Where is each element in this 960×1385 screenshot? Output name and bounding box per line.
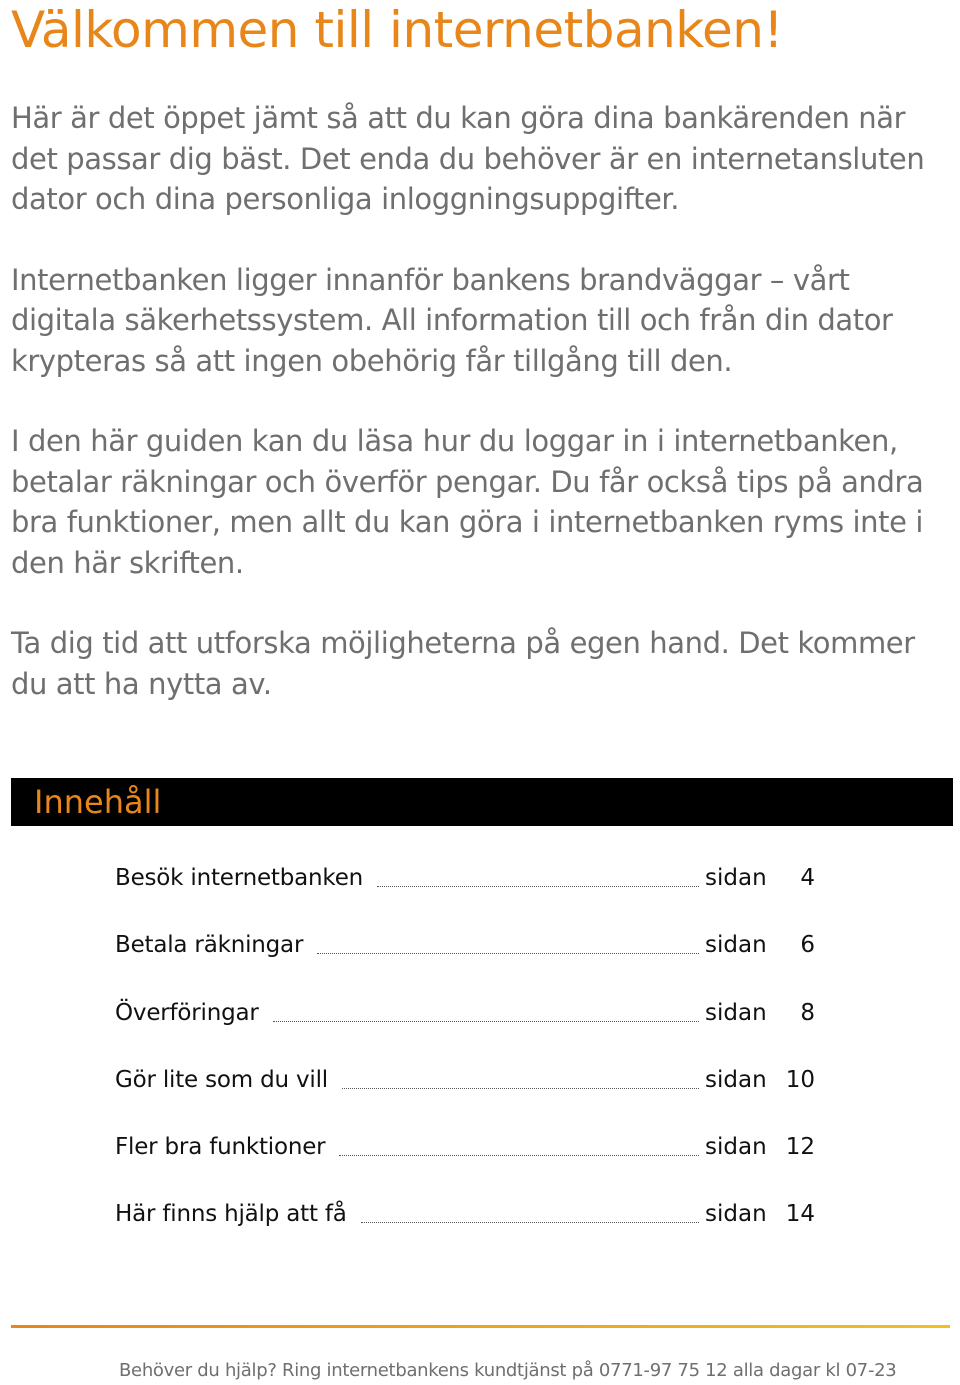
toc-page-word: sidan xyxy=(705,1066,767,1093)
toc-item-label: Gör lite som du vill xyxy=(115,1066,328,1093)
toc-item-gor-lite-som-du-vill[interactable] xyxy=(115,1058,815,1125)
table-of-contents xyxy=(115,856,815,1260)
toc-item-fler-bra-funktioner[interactable] xyxy=(115,1125,815,1192)
toc-page-number: 8 xyxy=(800,999,815,1026)
toc-page-number: 6 xyxy=(800,932,815,959)
toc-item-label: Här finns hjälp att få xyxy=(115,1201,347,1228)
footer-divider xyxy=(11,1325,950,1328)
toc-leader-dots xyxy=(342,1058,699,1089)
toc-item-har-finns-hjalp[interactable] xyxy=(115,1192,815,1259)
intro-paragraph-4: Ta dig tid att utforska möjligheterna på egen hand. Det kommer du att ha nytta av. xyxy=(11,626,915,701)
toc-leader-dots xyxy=(377,856,699,887)
toc-item-label: Fler bra funktioner xyxy=(115,1134,326,1161)
toc-item-overforingar[interactable] xyxy=(115,991,815,1058)
toc-page-word: sidan xyxy=(705,999,767,1026)
toc-item-besok-internetbanken[interactable] xyxy=(115,856,815,923)
intro-paragraph-1: Här är det öppet jämt så att du kan göra dina bankärenden när det passar dig bäst. Det enda du behöver är en internetansluten dator och dina personliga inloggningsuppgifter. xyxy=(11,101,925,216)
toc-item-label: Betala räkningar xyxy=(115,932,304,959)
intro-text xyxy=(11,98,956,744)
page-title: Välkommen till internetbanken! xyxy=(11,1,783,59)
toc-item-label: Besök internetbanken xyxy=(115,865,364,891)
toc-page-word: sidan xyxy=(705,1201,767,1228)
intro-paragraph-2: Internetbanken ligger innanför bankens brandväggar – vårt digitala säkerhetssystem. All information till och från din dator krypteras så att ingen obehörig får tillgång till den. xyxy=(11,262,893,378)
toc-item-betala-rakningar[interactable] xyxy=(115,923,815,990)
intro-paragraph-3: I den här guiden kan du läsa hur du loggar in i internetbanken, betalar räkningar och överför pengar. Du får också tips på andra bra funktioner, men allt du kan göra i internetbanken ryms inte i den här skriften. xyxy=(11,424,924,580)
toc-leader-dots xyxy=(361,1192,699,1223)
toc-page-word: sidan xyxy=(705,865,767,891)
toc-leader-dots xyxy=(339,1125,699,1156)
toc-leader-dots xyxy=(273,991,699,1022)
toc-page-word: sidan xyxy=(705,1134,767,1161)
footer-help-text: Behöver du hjälp? Ring internetbankens kundtjänst på 0771-97 75 12 alla dagar kl 07-23 xyxy=(119,1360,897,1381)
toc-page-word: sidan xyxy=(705,932,767,959)
toc-page-number: 12 xyxy=(785,1134,815,1161)
toc-item-label: Överföringar xyxy=(115,999,259,1026)
toc-header-bar xyxy=(11,778,953,826)
toc-page-number: 10 xyxy=(785,1066,815,1093)
toc-page-number: 14 xyxy=(785,1201,815,1228)
toc-leader-dots xyxy=(317,923,699,954)
toc-heading: Innehåll xyxy=(34,783,162,821)
toc-page-number: 4 xyxy=(800,865,815,891)
